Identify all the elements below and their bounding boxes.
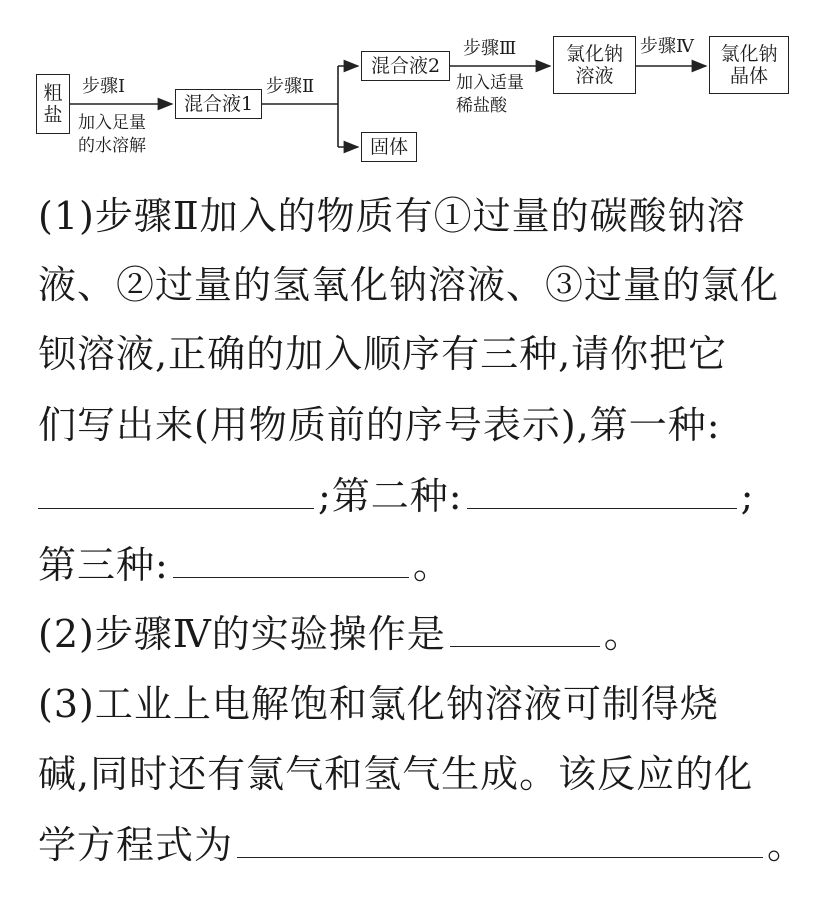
node-nacl-crystal-line2: 晶体	[729, 65, 768, 87]
q2-line	[38, 610, 643, 657]
node-mixture1	[175, 89, 262, 119]
step1-note-line1: 加入足量	[78, 113, 146, 133]
q1-third-order-text: 第三种:	[38, 543, 169, 587]
node-nacl-solution-line2: 溶液	[575, 65, 614, 87]
node-nacl-solution-line1: 氯化钠	[565, 43, 623, 65]
node-mixture2-label: 混合液2	[370, 55, 441, 77]
answer-blank-third-order[interactable]	[173, 541, 409, 578]
node-nacl-crystal-line1: 氯化钠	[720, 43, 778, 65]
step1-note-line2: 的水溶解	[78, 136, 146, 156]
step3-label: 步骤Ⅲ	[463, 38, 517, 59]
q1-line5-end: ;	[740, 474, 755, 518]
answer-blank-first-order[interactable]	[38, 472, 314, 509]
q2-text: (2)步骤Ⅳ的实验操作是	[38, 612, 446, 656]
flow-diagram	[0, 0, 813, 175]
step3-note-line1: 加入适量	[456, 73, 524, 93]
node-mixture1-label: 混合液1	[183, 93, 254, 115]
q1-second-order-text: ;第二种:	[318, 474, 463, 518]
step4-label: 步骤Ⅳ	[640, 36, 694, 57]
q3-equation-text: 学方程式为	[38, 823, 234, 867]
q3-line2: 碱,同时还有氯气和氢气生成。该反应的化	[38, 752, 754, 796]
q1-line5	[38, 472, 754, 519]
node-crude-salt-line1: 粗	[43, 82, 63, 104]
step3-note-line2: 稀盐酸	[456, 96, 507, 116]
step2-label: 步骤Ⅱ	[266, 76, 315, 97]
step1-label: 步骤Ⅰ	[82, 76, 126, 97]
answer-blank-second-order[interactable]	[467, 472, 737, 509]
node-nacl-crystal	[709, 36, 789, 94]
node-crude-salt	[36, 74, 70, 134]
q3-line1: (3)工业上电解饱和氯化钠溶液可制得烧	[38, 682, 719, 726]
q3-end: 。	[767, 823, 807, 867]
node-mixture2	[361, 51, 450, 81]
q1-line2: 液、②过量的氢氧化钠溶液、③过量的氯化	[38, 263, 780, 307]
node-crude-salt-line2: 盐	[43, 104, 63, 126]
q1-line6	[38, 541, 452, 588]
q1-line1: (1)步骤Ⅱ加入的物质有①过量的碳酸钠溶	[38, 194, 746, 238]
q2-end: 。	[603, 612, 643, 656]
node-solid-label: 固体	[369, 136, 408, 158]
q1-line6-end: 。	[412, 543, 452, 587]
q1-line4: 们写出来(用物质前的序号表示),第一种:	[38, 403, 721, 447]
node-nacl-solution	[553, 36, 636, 94]
answer-blank-step4-operation[interactable]	[450, 610, 600, 647]
q3-line3	[38, 821, 806, 868]
node-solid	[361, 132, 417, 162]
q1-line3: 钡溶液,正确的加入顺序有三种,请你把它	[38, 332, 728, 376]
answer-blank-equation[interactable]	[237, 821, 763, 858]
